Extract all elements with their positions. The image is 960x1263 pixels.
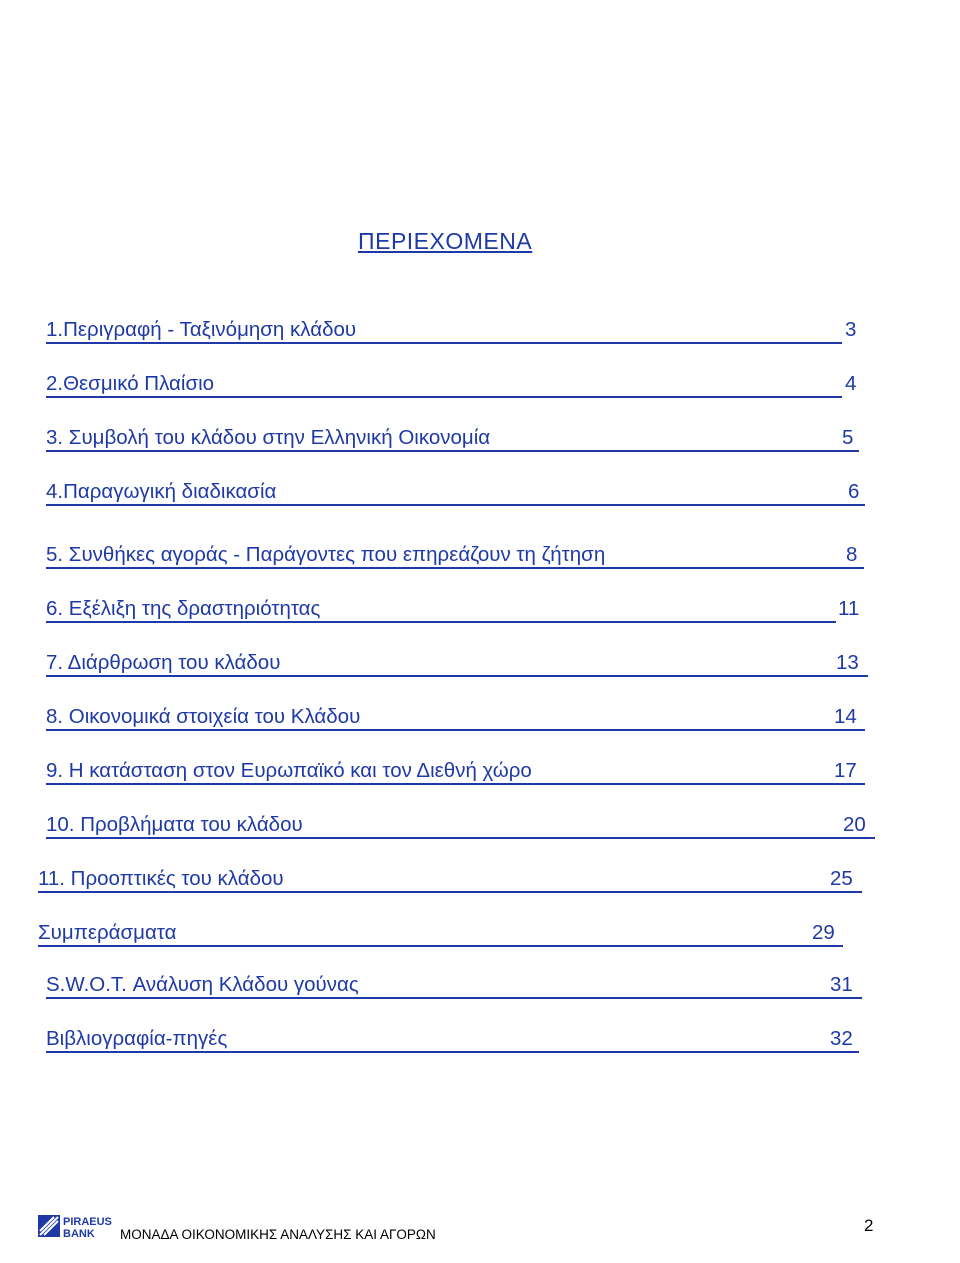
page-number: 2 xyxy=(864,1216,874,1235)
toc-leader-line xyxy=(38,891,862,893)
toc-entry-page: 5 xyxy=(842,426,854,449)
toc-entry-label: 5. Συνθήκες αγοράς - Παράγοντες που επηρεάζουν τη ζήτηση xyxy=(46,543,606,566)
toc-entry-page: 6 xyxy=(848,480,860,503)
toc-leader-line xyxy=(46,783,865,785)
toc-leader-line xyxy=(38,945,843,947)
page-title: ΠΕΡΙΕΧΟΜΕΝΑ xyxy=(358,228,533,254)
toc-entry-label: 8. Οικονομικά στοιχεία του Κλάδου xyxy=(46,705,361,728)
toc-entry-page: 13 xyxy=(836,651,859,674)
toc-entry-page: 20 xyxy=(843,813,866,836)
toc-entry-label: 7. Διάρθρωση του κλάδου xyxy=(46,651,281,674)
toc-leader-line xyxy=(46,837,875,839)
toc-entry-label: Συμπεράσματα xyxy=(38,921,177,944)
toc-entry-page: 17 xyxy=(834,759,857,782)
footer-department: ΜΟΝΑΔΑ ΟΙΚΟΝΟΜΙΚΗΣ ΑΝΑΛΥΣΗΣ ΚΑΙ ΑΓΟΡΩΝ xyxy=(120,1227,436,1242)
toc-entry[interactable] xyxy=(46,759,865,785)
toc-entry[interactable] xyxy=(46,651,868,677)
toc-entry-page: 3 xyxy=(845,318,857,341)
toc-leader-line xyxy=(46,729,865,731)
toc-entry-label: Βιβλιογραφία-πηγές xyxy=(46,1027,228,1050)
toc-entry-label: 9. Η κατάσταση στον Ευρωπαϊκό και τον Διεθνή χώρο xyxy=(46,759,532,782)
toc-entry-label: 4.Παραγωγική διαδικασία xyxy=(46,480,277,503)
toc-entry[interactable] xyxy=(38,921,843,947)
toc-entry-page: 11 xyxy=(838,597,860,620)
toc-leader-line xyxy=(46,997,862,999)
toc-leader-line xyxy=(46,675,868,677)
toc-entry-page: 32 xyxy=(830,1027,853,1050)
toc-leader-line xyxy=(46,621,836,623)
piraeus-bank-logo xyxy=(38,1213,114,1241)
logo-text-line2: BANK xyxy=(63,1228,95,1240)
toc-entry-label: 3. Συμβολή του κλάδου στην Ελληνική Οικονομία xyxy=(46,426,491,449)
toc-entry-label: 1.Περιγραφή - Ταξινόμηση κλάδου xyxy=(46,318,357,341)
toc-entry[interactable] xyxy=(46,597,860,623)
toc-entry[interactable] xyxy=(46,973,862,999)
toc-entry-label: 6. Εξέλιξη της δραστηριότητας xyxy=(46,597,321,620)
toc-entry[interactable] xyxy=(46,813,875,839)
toc-entry-page: 29 xyxy=(812,921,835,944)
toc-leader-line xyxy=(46,342,842,344)
toc-entry-page: 31 xyxy=(830,973,853,996)
toc-entry[interactable] xyxy=(46,372,857,398)
toc-leader-line xyxy=(46,450,859,452)
toc-entry-page: 25 xyxy=(830,867,853,890)
toc-entry-page: 4 xyxy=(845,372,857,395)
toc-leader-line xyxy=(46,1051,859,1053)
toc-leader-line xyxy=(46,567,864,569)
toc-entry-label: 2.Θεσμικό Πλαίσιο xyxy=(46,372,215,395)
toc-entry-label: 11. Προοπτικές του κλάδου xyxy=(38,867,284,890)
toc-leader-line xyxy=(46,504,865,506)
logo-text-line1: PIRAEUS xyxy=(63,1216,112,1228)
toc-entry[interactable] xyxy=(46,1027,859,1053)
toc-entry[interactable] xyxy=(46,426,859,452)
toc-entry[interactable] xyxy=(46,480,865,506)
toc-entry-label: S.W.O.T. Ανάλυση Κλάδου γούνας xyxy=(46,973,359,996)
toc-entry-label: 10. Προβλήματα του κλάδου xyxy=(46,813,303,836)
toc-entry-page: 8 xyxy=(846,543,858,566)
toc-leader-line xyxy=(46,396,842,398)
toc-entry[interactable] xyxy=(46,543,864,569)
toc-entry[interactable] xyxy=(38,867,862,893)
toc-entry[interactable] xyxy=(46,705,865,731)
toc-entry-page: 14 xyxy=(834,705,857,728)
toc-entry[interactable] xyxy=(46,318,857,344)
